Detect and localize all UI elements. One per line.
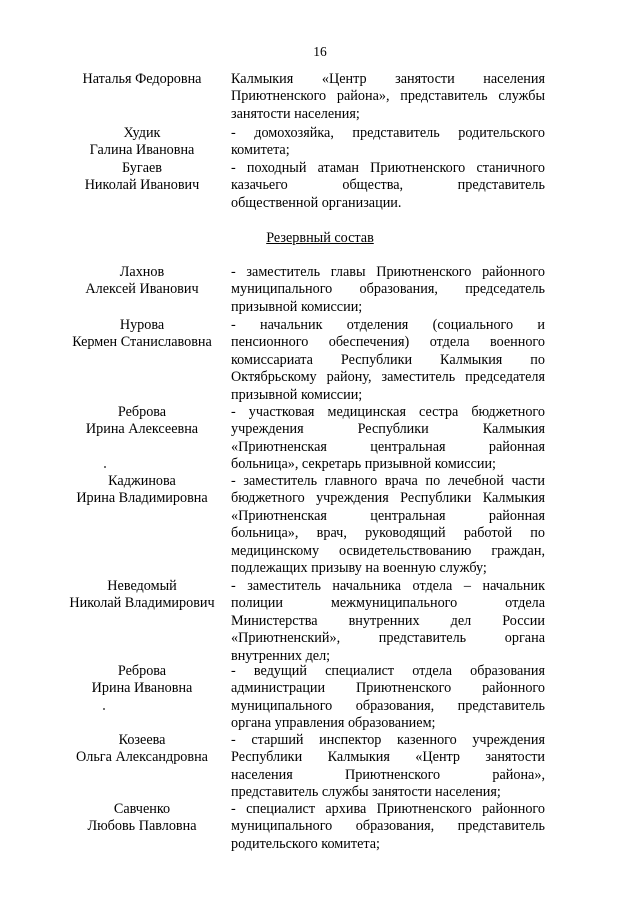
role-line: Приютненского района», представитель службы: [231, 88, 545, 105]
member-role: [231, 578, 545, 665]
role-line: органа управления образованием;: [231, 715, 436, 732]
role-line: подлежащих призыву на военную службу;: [231, 559, 487, 576]
member-name: [52, 732, 232, 767]
member-name-line: Кермен Станиславовна: [72, 334, 212, 351]
role-line: внутренних дел;: [231, 647, 331, 664]
member-name: [52, 160, 232, 195]
member-name-line: Неведомый: [107, 578, 177, 594]
scan-mark: [104, 466, 106, 468]
member-name: [52, 473, 232, 508]
member-role: [231, 732, 545, 802]
member-name-line: Любовь Павловна: [87, 818, 197, 835]
section-heading: [0, 230, 640, 247]
member-name-line: Реброва: [117, 404, 167, 420]
member-name: [52, 71, 232, 88]
role-line: комиссариата Республики Калмыкия по: [231, 351, 545, 368]
member-role: [231, 473, 545, 577]
scan-mark: [103, 708, 105, 710]
member-name-line: Галина Ивановна: [89, 142, 195, 159]
role-line: - заместитель начальника отдела – начальник: [231, 578, 545, 594]
role-line: «Приютненский», представитель органа: [231, 630, 545, 647]
role-line: общественной организации.: [231, 194, 402, 211]
member-role: [231, 663, 545, 733]
role-line: больница», врач, руководящий работой по: [231, 525, 545, 542]
member-name-line: Алексей Иванович: [85, 281, 199, 298]
role-line: «Приютненская центральная районная: [231, 438, 545, 455]
role-line: муниципального образования, председатель: [231, 281, 545, 298]
role-line: Республики Калмыкия «Центр занятости: [231, 749, 545, 766]
role-line: родительского комитета;: [231, 835, 380, 852]
role-line: - начальник отделения (социального и: [231, 317, 545, 333]
member-name-line: Ирина Владимировна: [76, 490, 208, 507]
role-line: - ведущий специалист отдела образования: [231, 663, 545, 679]
role-line: муниципального образования, представитель: [231, 818, 545, 835]
member-name: [52, 663, 232, 698]
member-name: [52, 317, 232, 352]
role-line: - заместитель главного врача по лечебной части: [231, 473, 545, 489]
member-name-line: Николай Иванович: [84, 177, 200, 194]
page-number: 16: [313, 44, 327, 59]
role-line: комитета;: [231, 142, 290, 159]
role-line: полиции межмуниципального отдела: [231, 595, 545, 612]
member-role: [231, 317, 545, 404]
role-line: «Приютненская центральная районная: [231, 507, 545, 524]
role-line: - походный атаман Приютненского станичного: [231, 160, 545, 176]
member-name-line: Николай Владимирович: [69, 595, 215, 612]
role-line: - специалист архива Приютненского районного: [231, 801, 545, 817]
member-name-line: Ирина Ивановна: [91, 680, 193, 697]
member-name-line: Бугаев: [122, 160, 162, 176]
role-line: пенсионного обеспечения) отдела военного: [231, 334, 545, 351]
role-line: Октябрьскому району, заместитель председателя: [231, 369, 545, 386]
section-heading-text: Резервный состав: [266, 230, 374, 246]
member-name-line: Ирина Алексеевна: [85, 421, 199, 438]
member-name-line: Нурова: [119, 317, 165, 333]
member-name: [52, 404, 232, 439]
member-role: [231, 404, 545, 474]
role-line: администрации Приютненского районного: [231, 680, 545, 697]
member-role: [231, 125, 545, 160]
member-name-line: Худик: [123, 125, 161, 141]
member-name-line: Реброва: [117, 663, 167, 679]
member-name-line: Лахнов: [119, 264, 165, 280]
role-line: медицинскому освидетельствованию граждан,: [231, 542, 545, 559]
role-line: представитель службы занятости населения;: [231, 784, 501, 801]
member-name: [52, 801, 232, 836]
role-line: Министерства внутренних дел России: [231, 612, 545, 629]
member-name: [52, 264, 232, 299]
member-name: [52, 578, 232, 613]
member-role: [231, 160, 545, 212]
role-line: призывной комиссии;: [231, 298, 363, 315]
role-line: учреждения Республики Калмыкия: [231, 421, 545, 438]
role-line: - домохозяйка, представитель родительского: [231, 125, 545, 141]
member-role: [231, 801, 545, 853]
member-name-line: Наталья Федоровна: [82, 71, 202, 87]
role-line: - заместитель главы Приютненского районного: [231, 264, 545, 280]
member-name-line: Ольга Александровна: [76, 749, 208, 766]
member-role: [231, 264, 545, 316]
member-role: [231, 71, 545, 123]
role-line: Калмыкия «Центр занятости населения: [231, 71, 545, 87]
member-name-line: Козеева: [118, 732, 166, 748]
role-line: призывной комиссии;: [231, 386, 363, 403]
role-line: бюджетного учреждения Республики Калмыкия: [231, 490, 545, 507]
member-name: [52, 125, 232, 160]
role-line: казачьего общества, представитель: [231, 177, 545, 194]
role-line: больница», секретарь призывной комиссии;: [231, 456, 496, 473]
member-name-line: Савченко: [113, 801, 171, 817]
role-line: занятости населения;: [231, 105, 360, 122]
member-name-line: Каджинова: [108, 473, 176, 489]
role-line: муниципального образования, представитель: [231, 697, 545, 714]
role-line: населения Приютненского района»,: [231, 766, 545, 783]
role-line: - участковая медицинская сестра бюджетного: [231, 404, 545, 420]
role-line: - старший инспектор казенного учреждения: [231, 732, 545, 748]
